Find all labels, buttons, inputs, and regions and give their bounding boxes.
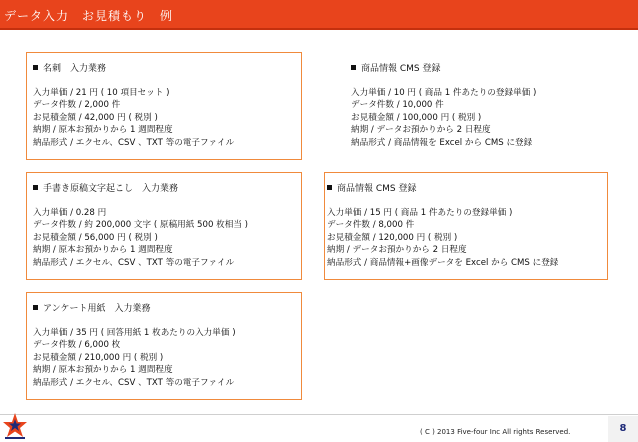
card-title: アンケート用紙 入力業務 — [33, 303, 236, 315]
card-line: 納品形式 / エクセル、CSV 、TXT 等の電子ファイル — [33, 377, 235, 388]
card-line: 入力単価 / 10 円 ( 商品 1 件あたりの登録単価 ) — [351, 88, 537, 98]
card-line: 入力単価 / 35 円 ( 回答用紙 1 枚あたりの入力単価 ) — [33, 328, 236, 338]
card-title: 名刺 入力業務 — [33, 63, 234, 75]
card-line: 入力単価 / 0.28 円 — [33, 208, 107, 218]
estimate-card-cms-10000 — [332, 52, 608, 160]
card-line: 納期 / 原本お預かりから 1 週間程度 — [33, 245, 173, 256]
card-line: お見積金額 / 56,000 円 ( 税別 ) — [33, 232, 158, 243]
card-line: データ件数 / 8,000 件 — [327, 220, 415, 231]
card-line: 納期 / 原本お預かりから 1 週間程度 — [33, 365, 173, 376]
card-line: お見積金額 / 42,000 円 ( 税別 ) — [33, 112, 158, 123]
card-line: 納期 / データお預かりから 2 日程度 — [351, 125, 491, 136]
footer-divider — [0, 414, 638, 415]
card-line: 納期 / 原本お預かりから 1 週間程度 — [33, 125, 173, 136]
bullet-square-icon — [33, 185, 38, 190]
bullet-square-icon — [33, 65, 38, 70]
card-line: 納品形式 / エクセル、CSV 、TXT 等の電子ファイル — [33, 257, 235, 268]
card-line: データ件数 / 6,000 枚 — [33, 340, 121, 351]
copyright-text: ( C ) 2013 Five-four Inc All rights Reserved. — [420, 428, 571, 436]
card-line: お見積金額 / 100,000 円 ( 税別 ) — [351, 112, 482, 123]
estimate-card-business-card — [26, 52, 302, 160]
card-line: 入力単価 / 21 円 ( 10 項目セット ) — [33, 88, 170, 98]
card-line: 納期 / データお預かりから 2 日程度 — [327, 245, 467, 256]
bullet-square-icon — [327, 185, 332, 190]
card-title: 商品情報 CMS 登録 — [351, 63, 536, 75]
star-logo-icon — [2, 412, 28, 440]
slide-title: データ入力 お見積もり 例 — [4, 9, 174, 23]
card-line: データ件数 / 2,000 件 — [33, 100, 121, 111]
card-line: お見積金額 / 210,000 円 ( 税別 ) — [33, 352, 164, 363]
bullet-square-icon — [351, 65, 356, 70]
card-line: 納品形式 / 商品情報+画像データを Excel から CMS に登録 — [327, 257, 559, 268]
estimate-card-survey — [26, 292, 302, 400]
bullet-square-icon — [33, 305, 38, 310]
page-number: 8 — [608, 416, 638, 442]
card-title: 商品情報 CMS 登録 — [327, 183, 558, 195]
slide-header — [0, 0, 638, 30]
estimate-card-handwriting — [26, 172, 302, 280]
card-line: 納品形式 / エクセル、CSV 、TXT 等の電子ファイル — [33, 137, 235, 148]
card-line: お見積金額 / 120,000 円 ( 税別 ) — [327, 232, 458, 243]
card-line: 入力単価 / 15 円 ( 商品 1 件あたりの登録単価 ) — [327, 208, 513, 218]
card-line: 納品形式 / 商品情報を Excel から CMS に登録 — [351, 137, 533, 148]
card-title: 手書き原稿文字起こし 入力業務 — [33, 183, 248, 195]
card-line: データ件数 / 約 200,000 文字 ( 原稿用紙 500 枚相当 ) — [33, 220, 249, 231]
estimate-card-cms-8000 — [324, 172, 608, 280]
card-line: データ件数 / 10,000 件 — [351, 100, 444, 111]
